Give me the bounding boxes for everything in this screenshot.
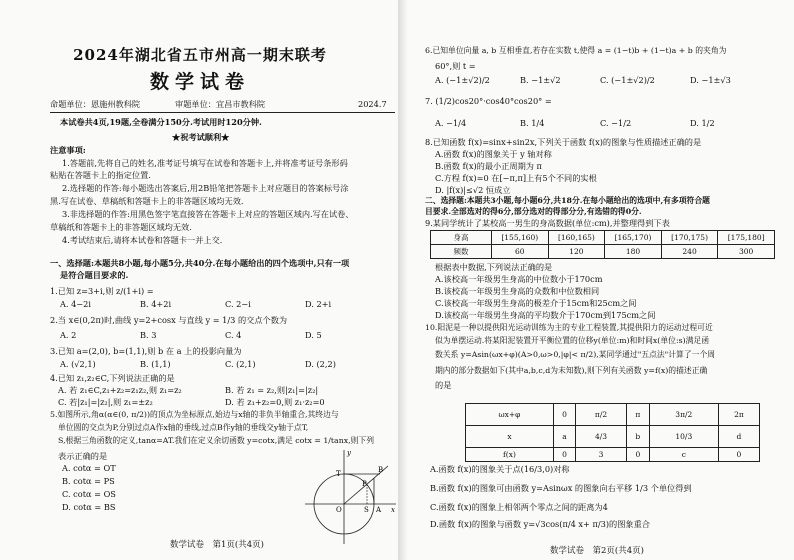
table-row — [431, 245, 775, 259]
footer-page-1: 数学试卷 第1页(共4页) — [170, 540, 264, 550]
q6-option-a: A. (−1±√2)/2 — [435, 75, 490, 85]
q9-option-c: C.该校高一年级男生身高的极差介于15cm和25cm之间 — [435, 298, 637, 308]
q10-line: 期内的部分数据如下(其中a,b,c,d为未知数),则下列有关函数 y=f(x)的描述正确 — [435, 366, 708, 375]
table-cell: 60 — [492, 245, 549, 259]
height-frequency-table — [430, 230, 775, 259]
reviewer: 审题单位：宜昌市教科院 — [175, 99, 266, 109]
note-line: 草稿纸和答题卡上的非答题区域均无效. — [50, 222, 192, 232]
note-line: 3.非选择题的作答:用黑色签字笔直接答在答题卡上对应的答题区域内.写在试卷、 — [62, 209, 354, 219]
q5-option-b: B. cotα = PS — [62, 476, 115, 486]
table-cell: 300 — [718, 245, 775, 259]
label-s: S — [364, 506, 369, 514]
q10-line: 的是 — [435, 380, 452, 390]
table-cell: 0 — [553, 448, 575, 462]
table-row — [466, 404, 760, 426]
q8-stem: 8.已知函数 f(x)=sinx+sin2x,下列关于函数 f(x)的图象与性质描述正确的是 — [425, 137, 702, 147]
q1-option-c: C. 2−i — [225, 299, 251, 309]
q4-option-d: D. 若 z₁+z₂=0,则 z₁·z₂=0 — [225, 397, 325, 407]
table-cell: π — [626, 404, 649, 426]
q7-option-c: C. −1/2 — [600, 118, 632, 128]
label-b: B — [378, 466, 384, 474]
table-cell: 3 — [576, 448, 627, 462]
table-cell: 240 — [661, 245, 718, 259]
q2-option-a: A. 2 — [60, 330, 77, 340]
q4-option-b: B. 若 z₁ = z₂,则|z₁|=|z₂| — [225, 385, 319, 395]
table-cell: 0 — [553, 404, 575, 426]
q8-option-b: B.函数 f(x)的最小正周期为 π — [435, 161, 542, 171]
table-cell: [155,160) — [492, 231, 549, 245]
table-row — [431, 231, 775, 245]
table-cell: [175,180] — [718, 231, 775, 245]
table-cell: a — [553, 426, 575, 448]
q1-stem: 1.已知 z=3+i,则 z/(1+i) = — [50, 286, 154, 296]
q10-line: 似为单摆运动.将某阳泥装置开平衡位置的位移y(单位:m)和时间x(单位:s)满足函 — [435, 336, 709, 345]
section1-heading-2: 是符合题目要求的. — [60, 270, 129, 280]
notice-title: 注意事项: — [50, 145, 86, 155]
footer-page-2: 数学试卷 第2页(共4页) — [550, 546, 644, 556]
table-cell: π/2 — [576, 404, 627, 426]
q5-line: 5.如图所示,角α(α∈(0, π/2))的顶点为坐标原点,始边与x轴的非负半轴重合,其终边与 — [50, 410, 339, 419]
table-cell: 2π — [718, 404, 759, 426]
label-o: O — [336, 506, 342, 514]
q2-option-d: D. 5 — [305, 330, 322, 340]
label-p: P — [362, 480, 367, 488]
q1-option-b: B. 4+2i — [140, 299, 172, 309]
table-cell: 身高 — [431, 231, 492, 245]
label-a: A — [376, 506, 382, 514]
note-line: 粘贴在答题卡上的指定位置. — [50, 170, 151, 180]
table-cell: 4/3 — [576, 426, 627, 448]
table-row — [466, 426, 760, 448]
q8-option-c: C.方程 f(x)=0 在[−π,π]上有5个不同的实根 — [435, 173, 597, 183]
table-cell: 120 — [548, 245, 605, 259]
table-cell: x — [466, 426, 554, 448]
exam-date: 2024.7 — [358, 99, 387, 109]
table-cell: 3π/2 — [649, 404, 718, 426]
q10-option-d: D.函数 f(x)的图象与函数 y=√3cos(π/4 x+ π/3)的图象重合 — [430, 519, 650, 529]
q1-option-a: A. 4−2i — [60, 299, 92, 309]
q4-option-c: C. 若|z₁|=|z₂|,则 z₁=±z₂ — [58, 397, 153, 407]
q2-stem: 2.当 x∈(0,2π)时,曲线 y=2+cosx 与直线 y = 1/3 的交点个数为 — [50, 315, 288, 325]
q6-option-b: B. −1±√2 — [520, 75, 561, 85]
q7-option-a: A. −1/4 — [435, 118, 467, 128]
q9-option-a: A.该校高一年级男生身高的中位数小于170cm — [435, 274, 603, 284]
table-cell: ωx+φ — [466, 404, 554, 426]
q10-option-b: B.函数 f(x)的图象可由函数 y=Asinωx 的图象向右平移 1/3 个单位得到 — [430, 483, 692, 493]
table-cell: 0 — [626, 448, 649, 462]
table-row — [466, 448, 760, 462]
q9-after: 根据表中数据,下列说法正确的是 — [435, 262, 553, 272]
table-cell: 频数 — [431, 245, 492, 259]
subject-title: 数学试卷 — [149, 71, 250, 93]
q9-option-b: B.该校高一年级男生身高的众数和中位数相同 — [435, 286, 600, 296]
q7-stem: 7. (1/2)cos20°·cos40°cos20° = — [425, 96, 552, 106]
q6-stem: 6.已知单位向量 a, b 互相垂直,若存在实数 t,使得 a = (1−t)b + (1−t)a + b 的夹角为 — [425, 46, 727, 55]
table-cell: [170,175) — [661, 231, 718, 245]
q5-line: 单位圆的交点为P,分别过点A作x轴的垂线,过点B作y轴的垂线交y轴于点T, — [58, 423, 309, 432]
q4-option-a: A. 若 z₁∈C,z₁+z₂=z₁z₂,则 z₁=z₂ — [58, 385, 182, 395]
proposer: 命题单位：恩施州教科院 — [50, 99, 141, 109]
label-x: x — [391, 506, 395, 514]
q10-line: 10.阳泥是一种以提供阳光运动训练为主的专业工程装置,其提供阳力的运动过程可近 — [425, 323, 713, 332]
note-line: 黑.写在试卷、草稿纸和答题卡上的非答题区域均无效. — [50, 196, 244, 206]
q5-option-a: A. cotα = OT — [62, 463, 116, 473]
exam-title: 2024年湖北省五市州高一期末联考 — [73, 46, 327, 64]
note-line: 4.考试结束后,请将本试卷和答题卡一并上交. — [62, 235, 223, 245]
table-cell: b — [626, 426, 649, 448]
q3-option-a: A. (√2,1) — [60, 359, 96, 369]
table-cell: 180 — [605, 245, 662, 259]
q6-option-d: D. −1±√3 — [690, 75, 731, 85]
q5-line: 表示正确的是 — [58, 451, 108, 461]
note-line: 2.选择题的作答:每小题选出答案后,用2B铅笔把答题卡上对应题目的答案标号涂 — [62, 183, 349, 193]
q5-option-c: C. cotα = OS — [62, 489, 116, 499]
q9-option-d: D.该校高一年级男生身高的平均数介于170cm到175cm之间 — [435, 310, 656, 320]
q3-option-b: B. (1,1) — [140, 359, 171, 369]
q7-option-b: B. 1/4 — [520, 118, 545, 128]
q8-option-d: D. |f(x)|≤√2 恒成立 — [435, 185, 511, 195]
section1-heading: 一、选择题:本题共8小题,每小题5分,共40分.在每小题给出的四个选项中,只有一项 — [50, 258, 350, 268]
table-cell: 0 — [718, 448, 759, 462]
q8-option-a: A.函数 f(x)的图象关于 y 轴对称 — [435, 149, 552, 159]
label-y: y — [347, 449, 351, 457]
five-point-table — [465, 403, 760, 462]
q1-option-d: D. 2+i — [305, 299, 332, 309]
header-rule — [50, 112, 395, 113]
table-cell: c — [649, 448, 718, 462]
table-cell: d — [718, 426, 759, 448]
q7-option-d: D. 1/2 — [690, 118, 715, 128]
unit-circle-figure — [300, 446, 400, 546]
q10-option-a: A.函数 f(x)的图象关于点(16/3,0)对称 — [430, 464, 570, 474]
q2-option-b: B. 3 — [140, 330, 157, 340]
q3-option-d: D. (2,2) — [305, 359, 336, 369]
table-cell: [165,170) — [605, 231, 662, 245]
good-luck: ★祝考试顺利★ — [172, 132, 230, 142]
q6-option-c: C. (−1±√2)/2 — [600, 75, 655, 85]
q3-option-c: C. (2,1) — [225, 359, 256, 369]
q10-line: 数关系 y=Asin(ωx+φ)(A>0,ω>0,|φ|< π/2),某同学通过"五点法"计算了一个周 — [435, 350, 716, 359]
table-cell: 10/3 — [649, 426, 718, 448]
q10-option-c: C.函数 f(x)的图象上相邻两个零点之间的距离为4 — [430, 502, 608, 512]
section2-heading: 二、选择题:本题共3小题,每小题6分,共18分.在每小题给出的选项中,有多项符合题 — [425, 196, 710, 205]
q4-stem: 4.已知 z₁,z₂∈C,下列说法正确的是 — [50, 373, 175, 383]
q6-stem-2: 60°,则 t = — [435, 61, 476, 71]
summary: 本试卷共4页,19题,全卷满分150分.考试用时120分钟. — [60, 117, 262, 127]
table-cell: f(x) — [466, 448, 554, 462]
page-2 — [405, 0, 794, 560]
q5-option-d: D. cotα = BS — [62, 502, 116, 512]
q5-line: S,根据三角函数的定义,tanα=AT.我们在定义余切函数 y=cotx,满足 cotx = 1/tanx,则下列 — [58, 436, 374, 445]
q9-stem: 9.某同学统计了某校高一男生的身高数据(单位:cm),并整理得到下表 — [425, 218, 670, 228]
note-line: 1.答题前,先将自己的姓名,准考证号填写在试卷和答题卡上,并将准考证号条形码 — [62, 158, 348, 168]
section2-heading-2: 目要求.全部选对的得6分,部分选对的得部分分,有选错的得0分. — [425, 207, 642, 216]
q3-stem: 3.已知 a=(2,0), b=(1,1),则 b 在 a 上的投影向量为 — [50, 346, 242, 356]
label-t: T — [336, 470, 341, 478]
table-cell: [160,165) — [548, 231, 605, 245]
q2-option-c: C. 4 — [225, 330, 242, 340]
